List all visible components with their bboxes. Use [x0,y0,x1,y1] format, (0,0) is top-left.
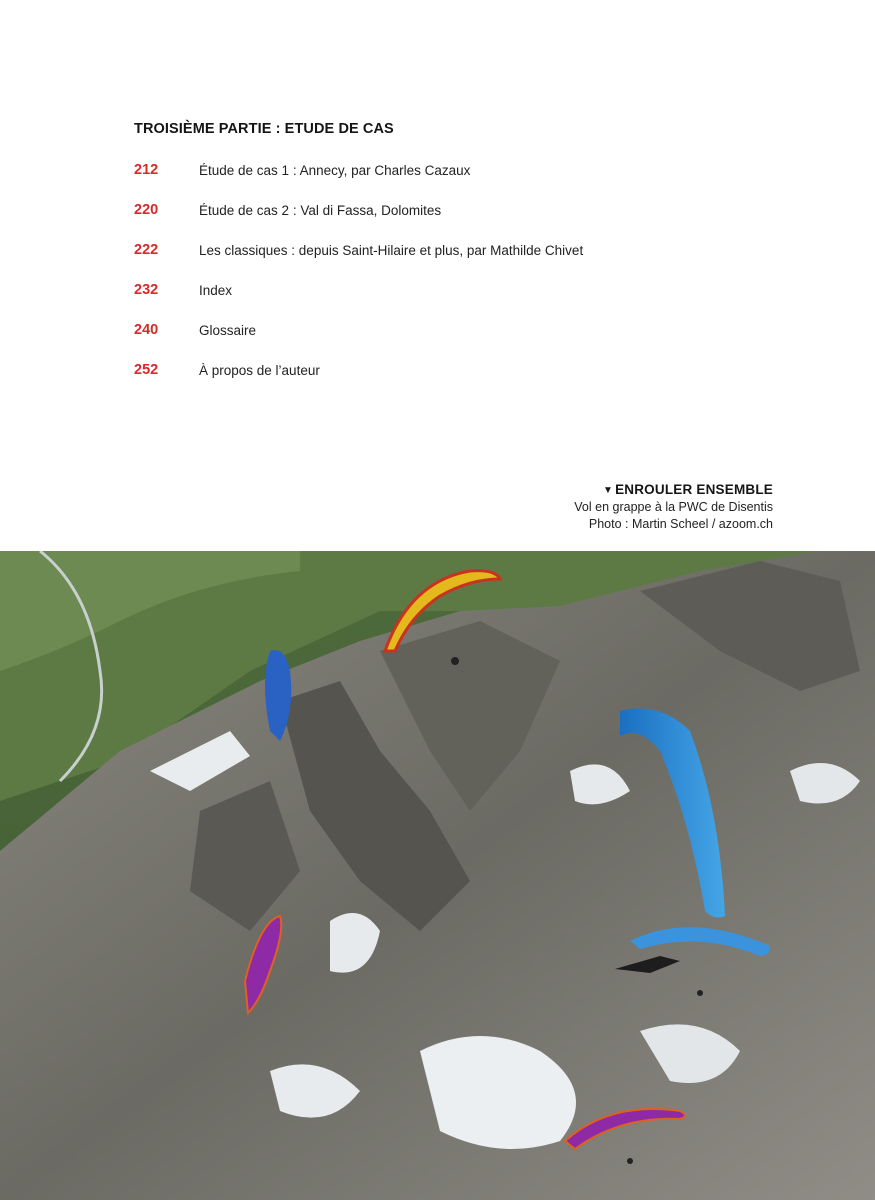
toc-page-number: 252 [134,362,159,378]
caption-heading [574,481,773,499]
caption-credit: Photo : Martin Scheel / azoom.ch [588,517,773,531]
toc-entry-title: Glossaire [199,323,257,338]
toc-entry-title: Étude de cas 1 : Annecy, par Charles Cazaux [199,163,471,178]
photo-caption [574,481,773,533]
toc-page-number: 222 [134,242,159,258]
down-triangle-icon: ▼ [602,485,614,496]
toc-page-number: 240 [134,322,159,338]
toc-entry[interactable] [134,240,834,280]
toc-entry[interactable] [134,200,834,240]
toc-entry[interactable] [134,320,834,360]
caption-description: Vol en grappe à la PWC de Disentis [574,500,773,514]
toc-entry[interactable] [134,360,834,400]
toc-page-number: 232 [134,282,159,298]
mountain-photo-illustration [0,551,875,1200]
section-title: TROISIÈME PARTIE : ETUDE DE CAS [134,121,394,137]
toc-page-number: 220 [134,202,159,218]
toc-page-number: 212 [134,162,159,178]
toc-entry[interactable] [134,160,834,200]
toc-entry-title: À propos de l’auteur [199,363,320,378]
caption-heading-text: ENROULER ENSEMBLE [615,482,773,497]
toc-entry-title: Index [199,283,233,298]
toc-entry[interactable] [134,280,834,320]
toc-entry-title: Étude de cas 2 : Val di Fassa, Dolomites [199,203,442,218]
table-of-contents [134,160,834,400]
paragliders-photo [0,551,875,1200]
toc-entry-title: Les classiques : depuis Saint-Hilaire et plus, par Mathilde Chivet [199,243,584,258]
